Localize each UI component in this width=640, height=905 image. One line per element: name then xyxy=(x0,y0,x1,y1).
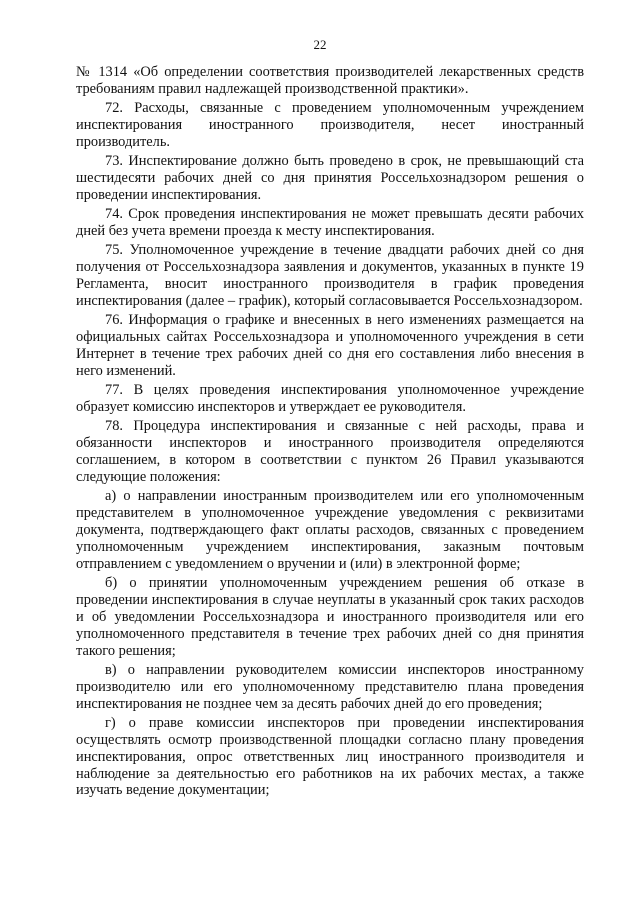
page-number: 22 xyxy=(313,37,327,52)
subparagraph-b: б) о принятии уполномоченным учреждением решения об отказе в проведении инспектирования в случае неуплаты в указанный срок таких расходов и об уведомлении Россельхознадзора и иностранного производителя или его уполномоченного представителя в течение трех рабочих дней со дня принятия такого решения; xyxy=(76,574,584,659)
document-body xyxy=(76,64,584,802)
subparagraph-v: в) о направлении руководителем комиссии инспекторов иностранному производителю или его уполномоченному представителю плана проведения инспектирования не позднее чем за десять рабочих дней до его проведения; xyxy=(76,661,584,712)
paragraph-72: 72. Расходы, связанные с проведением уполномоченным учреждением инспектирования иностранного производителя, несет иностранный производитель. xyxy=(76,100,584,150)
subparagraph-a: а) о направлении иностранным производителем или его уполномоченным представителем в уполномоченное учреждение уведомления с реквизитами документа, подтверждающего факт оплаты расходов, связанных с проведением уполномоченным учреждением инспектирования, заказным почтовым отправлением с уведомлением о вручении и (или) в электронной форме; xyxy=(76,488,584,572)
paragraph-75: 75. Уполномоченное учреждение в течение двадцати рабочих дней со дня получения от Россельхознадзора заявления и документов, указанных в пункте 19 Регламента, вносит иностранного производителя в график проведения инспектирования (далее – график), который согласовывается Россельхознадзором. xyxy=(76,242,584,309)
paragraph-73: 73. Инспектирование должно быть проведено в срок, не превышающий ста шестидесяти рабочих дней со дня принятия Россельхознадзором решения о проведении инспектирования. xyxy=(76,153,584,203)
paragraph-77: 77. В целях проведения инспектирования уполномоченное учреждение образует комиссию инспекторов и утверждает ее руководителя. xyxy=(76,382,584,415)
paragraph-76: 76. Информация о графике и внесенных в него изменениях размещается на официальных сайтах Россельхознадзора и уполномоченного учреждения в сети Интернет в течение трех рабочих дней со дня его составления либо внесения в него изменений. xyxy=(76,312,584,379)
subparagraph-g: г) о праве комиссии инспекторов при проведении инспектирования осуществлять осмотр производственной площадки согласно плану проведения инспектирования, опрос ответственных лиц иностранного производителя и наблюдение за деятельностью его работников на их рабочих местах, а также изучать ведение документации; xyxy=(76,714,584,799)
paragraph-74: 74. Срок проведения инспектирования не может превышать десяти рабочих дней без учета времени проезда к месту инспектирования. xyxy=(76,206,584,240)
paragraph-78: 78. Процедура инспектирования и связанные с ней расходы, права и обязанности инспекторов и иностранного производителя определяются соглашением, в котором в соответствии с пунктом 26 Правил указываются следующие положения: xyxy=(76,418,584,485)
paragraph-continuation: № 1314 «Об определении соответствия производителей лекарственных средств требованиям правил надлежащей производственной практики». xyxy=(76,64,584,97)
